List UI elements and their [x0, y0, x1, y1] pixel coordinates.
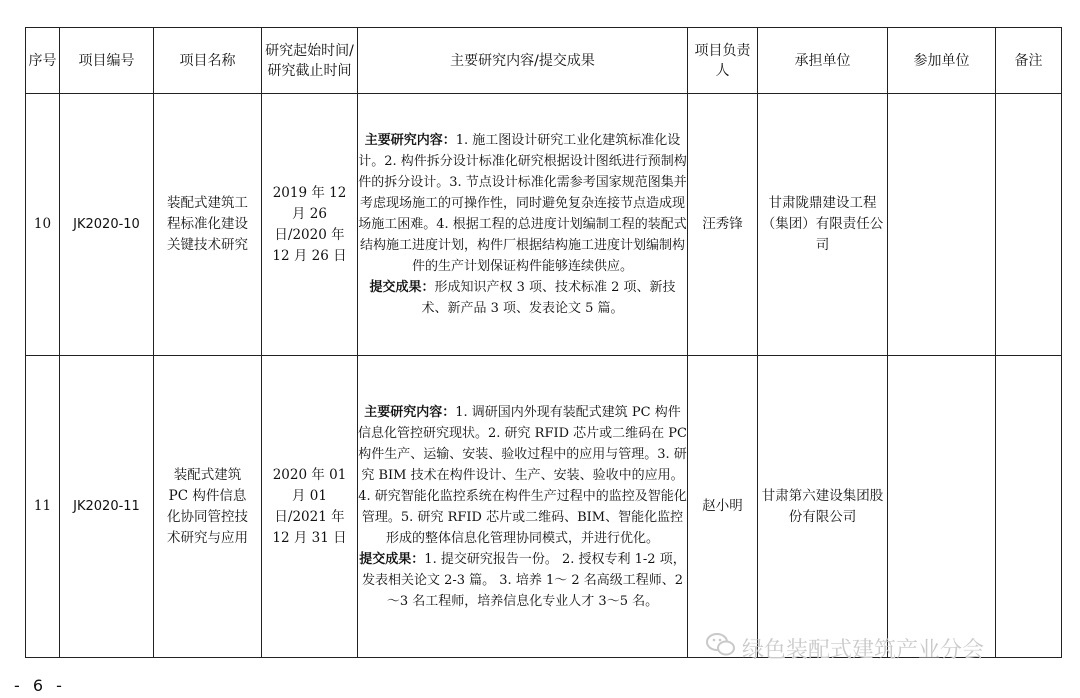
table-header-row: [26, 28, 1062, 94]
header-partner: 参加单位: [888, 28, 996, 94]
content-text: 1. 调研国内外现有装配式建筑 PC 构件信息化管控研究现状。2. 研究 RFID 芯片或二维码在 PC 构件生产、运输、安装、验收过程中的应用与管理。3. 研究 BIM 技术在构件设计、生产、安装、验收中的应用。4. 研究智能化监控系统在构件生产过程中的监控及智能化管理。5. 研究 RFID 芯片或二维码、BIM、智能化监控形成的整体信息化管理协同模式，并进行优化。: [358, 404, 687, 546]
cell-remark: [996, 356, 1062, 658]
wechat-icon: [706, 632, 736, 664]
table-row: [26, 94, 1062, 356]
header-content: 主要研究内容/提交成果: [358, 28, 688, 94]
cell-code: JK2020-11: [60, 356, 154, 658]
header-seq: 序号: [26, 28, 60, 94]
result-label: 提交成果：: [369, 280, 435, 295]
header-code: 项目编号: [60, 28, 154, 94]
project-table: [25, 27, 1062, 658]
watermark-text: 绿色装配式建筑产业分会: [742, 637, 985, 663]
cell-content: [358, 356, 688, 658]
content-label: 主要研究内容：: [364, 404, 456, 420]
cell-leader: 汪秀锋: [688, 94, 758, 356]
result-label: 提交成果：: [359, 551, 425, 567]
page-number: - 6 -: [14, 676, 66, 695]
cell-dates: 2019 年 12 月 26 日/2020 年 12 月 26 日: [262, 94, 358, 356]
cell-seq: 10: [26, 94, 60, 356]
cell-content: [358, 94, 688, 356]
result-text: 形成知识产权 3 项、技术标准 2 项、新技术、新产品 3 项、发表论文 5 篇。: [421, 280, 676, 316]
header-unit: 承担单位: [758, 28, 888, 94]
content-text: 1. 施工图设计研究工业化建筑标准化设计。2. 构件拆分设计标准化研究根据设计图纸进行预制构件的拆分设计。3. 节点设计标准化需参考国家规范图集并考虑现场施工的可操作性，同时避免复杂连接节点造成现场施工困难。4. 根据工程的总进度计划编制工程的装配式结构施工进度计划，构件厂根据结构施工进度计划编制构件的生产计划保证构件能够连续供应。: [358, 133, 687, 274]
cell-leader: 赵小明: [688, 356, 758, 658]
cell-partner: [888, 356, 996, 658]
cell-unit: 甘肃第六建设集团股份有限公司: [758, 356, 888, 658]
cell-remark: [996, 94, 1062, 356]
cell-code: JK2020-10: [60, 94, 154, 356]
cell-unit: 甘肃陇鼎建设工程（集团）有限责任公司: [758, 94, 888, 356]
header-dates: 研究起始时间/研究截止时间: [262, 28, 358, 94]
table-row: [26, 356, 1062, 658]
result-text: 1. 提交研究报告一份。 2. 授权专利 1-2 项，发表相关论文 2-3 篇。 3. 培养 1～ 2 名高级工程师、2～3 名工程师，培养信息化专业人才 3～5 名。: [361, 551, 686, 609]
watermark: [706, 632, 984, 664]
cell-partner: [888, 94, 996, 356]
header-remark: 备注: [996, 28, 1062, 94]
cell-name: 装配式建筑PC 构件信息化协同管控技术研究与应用: [154, 356, 262, 658]
cell-dates: 2020 年 01 月 01 日/2021 年 12 月 31 日: [262, 356, 358, 658]
header-leader: 项目负责人: [688, 28, 758, 94]
content-label: 主要研究内容：: [364, 133, 456, 148]
header-name: 项目名称: [154, 28, 262, 94]
cell-seq: 11: [26, 356, 60, 658]
cell-name: 装配式建筑工程标准化建设关键技术研究: [154, 94, 262, 356]
